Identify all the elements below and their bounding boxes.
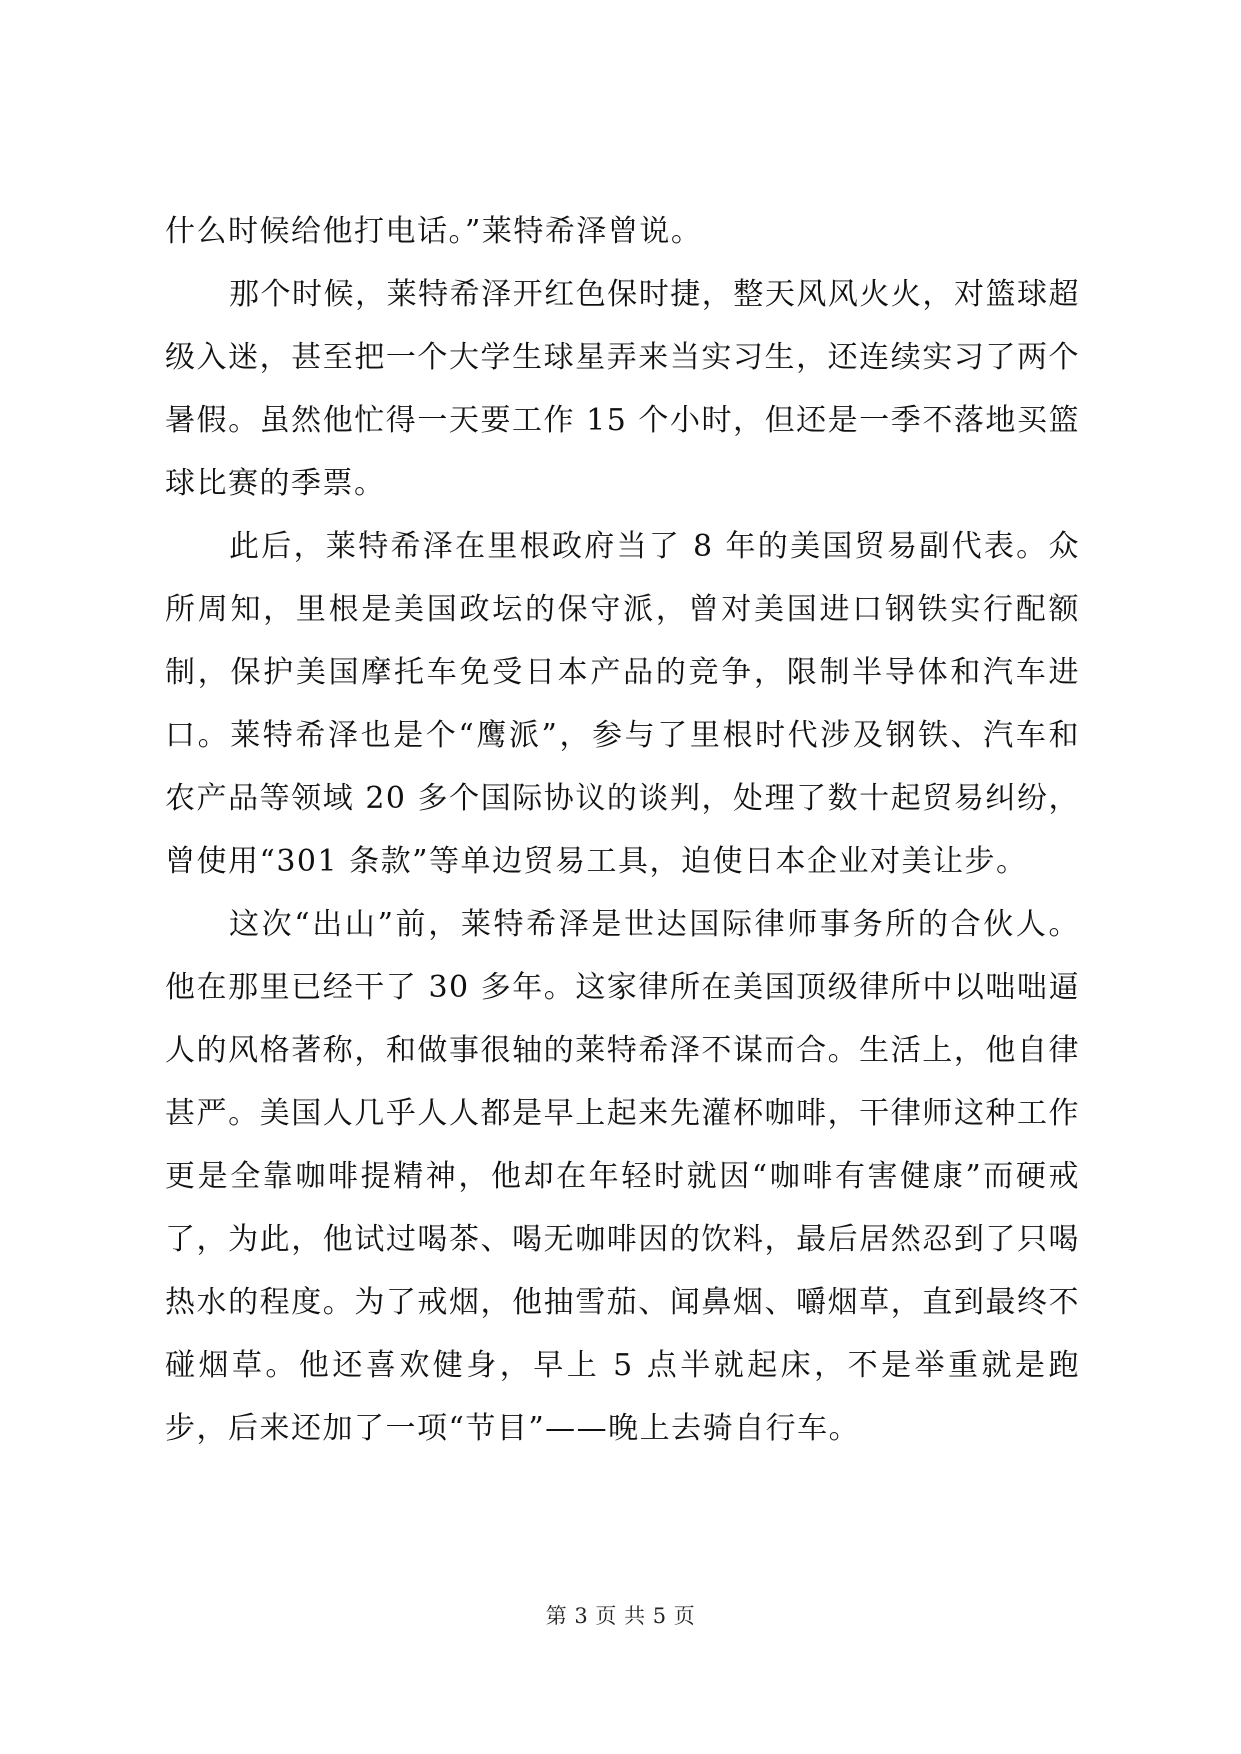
document-body bbox=[165, 200, 1080, 1460]
paragraph-law-firm-lifestyle: 这次“出山”前，莱特希泽是世达国际律师事务所的合伙人。他在那里已经干了 30 多年。这家律所在美国顶级律所中以咄咄逼人的风格著称，和做事很轴的莱特希泽不谋而合。生活上，他自律甚严。美国人几乎人人都是早上起来先灌杯咖啡，干律师这种工作更是全靠咖啡提精神，他却在年轻时就因“咖啡有害健康”而硬戒了，为此，他试过喝茶、喝无咖啡因的饮料，最后居然忍到了只喝热水的程度。为了戒烟，他抽雪茄、闻鼻烟、嚼烟草，直到最终不碰烟草。他还喜欢健身，早上 5 点半就起床，不是举重就是跑步，后来还加了一项“节目”——晚上去骑自行车。 bbox=[165, 907, 1080, 1446]
page-number-footer: 第 3 页 共 5 页 bbox=[545, 1604, 696, 1628]
paragraph-reagan-trade-rep: 此后，莱特希泽在里根政府当了 8 年的美国贸易副代表。众所周知，里根是美国政坛的保守派，曾对美国进口钢铁实行配额制，保护美国摩托车免受日本产品的竞争，限制半导体和汽车进口。莱特希泽也是个“鹰派”，参与了里根时代涉及钢铁、汽车和农产品等领域 20 多个国际协议的谈判，处理了数十起贸易纠纷，曾使用“301 条款”等单边贸易工具，迫使日本企业对美让步。 bbox=[165, 529, 1080, 879]
paragraph-continuation: 什么时候给他打电话。”莱特希泽曾说。 bbox=[165, 214, 703, 249]
paragraph-porsche-basketball: 那个时候，莱特希泽开红色保时捷，整天风风火火，对篮球超级入迷，甚至把一个大学生球星弄来当实习生，还连续实习了两个暑假。虽然他忙得一天要工作 15 个小时，但还是一季不落地买篮球比赛的季票。 bbox=[165, 277, 1080, 501]
